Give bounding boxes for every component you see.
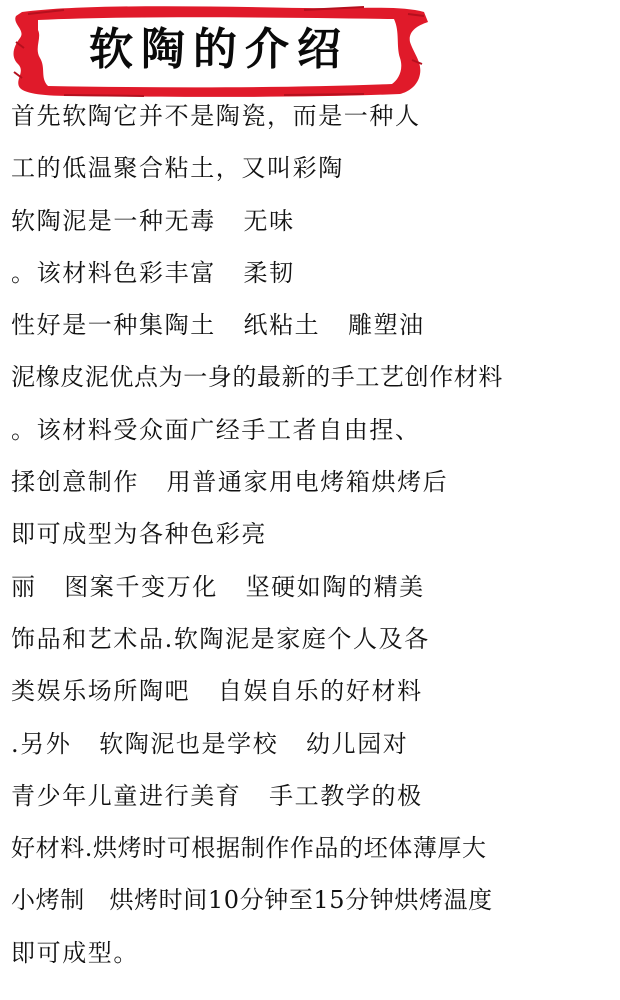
text-line: 小烤制 烘烤时间10分钟至15分钟烘烤温度 — [11, 886, 493, 915]
text-line: 类娱乐场所陶吧 自娱自乐的好材料 — [11, 677, 423, 706]
page-title: 软陶的介绍 — [89, 24, 349, 75]
title-banner — [4, 2, 434, 98]
text-line: 工的低温聚合粘土，又叫彩陶 — [11, 154, 344, 183]
text-line: 性好是一种集陶土 纸粘土 雕塑油 — [11, 311, 425, 340]
text-line: 丽 图案千变万化 坚硬如陶的精美 — [11, 572, 425, 601]
text-line: 青少年儿童进行美育 手工教学的极 — [11, 781, 423, 810]
text-line: 好材料.烘烤时可根据制作作品的坯体薄厚大 — [11, 834, 487, 863]
text-line: 饰品和艺术品.软陶泥是家庭个人及各 — [11, 624, 430, 653]
text-line: 软陶泥是一种无毒 无味 — [11, 206, 295, 235]
text-line: .另外 软陶泥也是学校 幼儿园对 — [11, 729, 409, 758]
text-line: 。该材料受众面广经手工者自由捏、 — [11, 415, 421, 444]
text-line: 泥橡皮泥优点为一身的最新的手工艺创作材料 — [11, 363, 503, 392]
text-line: 即可成型为各种色彩亮 — [11, 520, 267, 549]
text-line: 首先软陶它并不是陶瓷，而是一种人 — [11, 102, 421, 130]
text-line: 。该材料色彩丰富 柔韧 — [11, 258, 295, 287]
text-line: 即可成型。 — [11, 938, 139, 967]
body-text — [11, 93, 616, 982]
text-line: 揉创意制作 用普通家用电烤箱烘烤后 — [11, 468, 449, 497]
